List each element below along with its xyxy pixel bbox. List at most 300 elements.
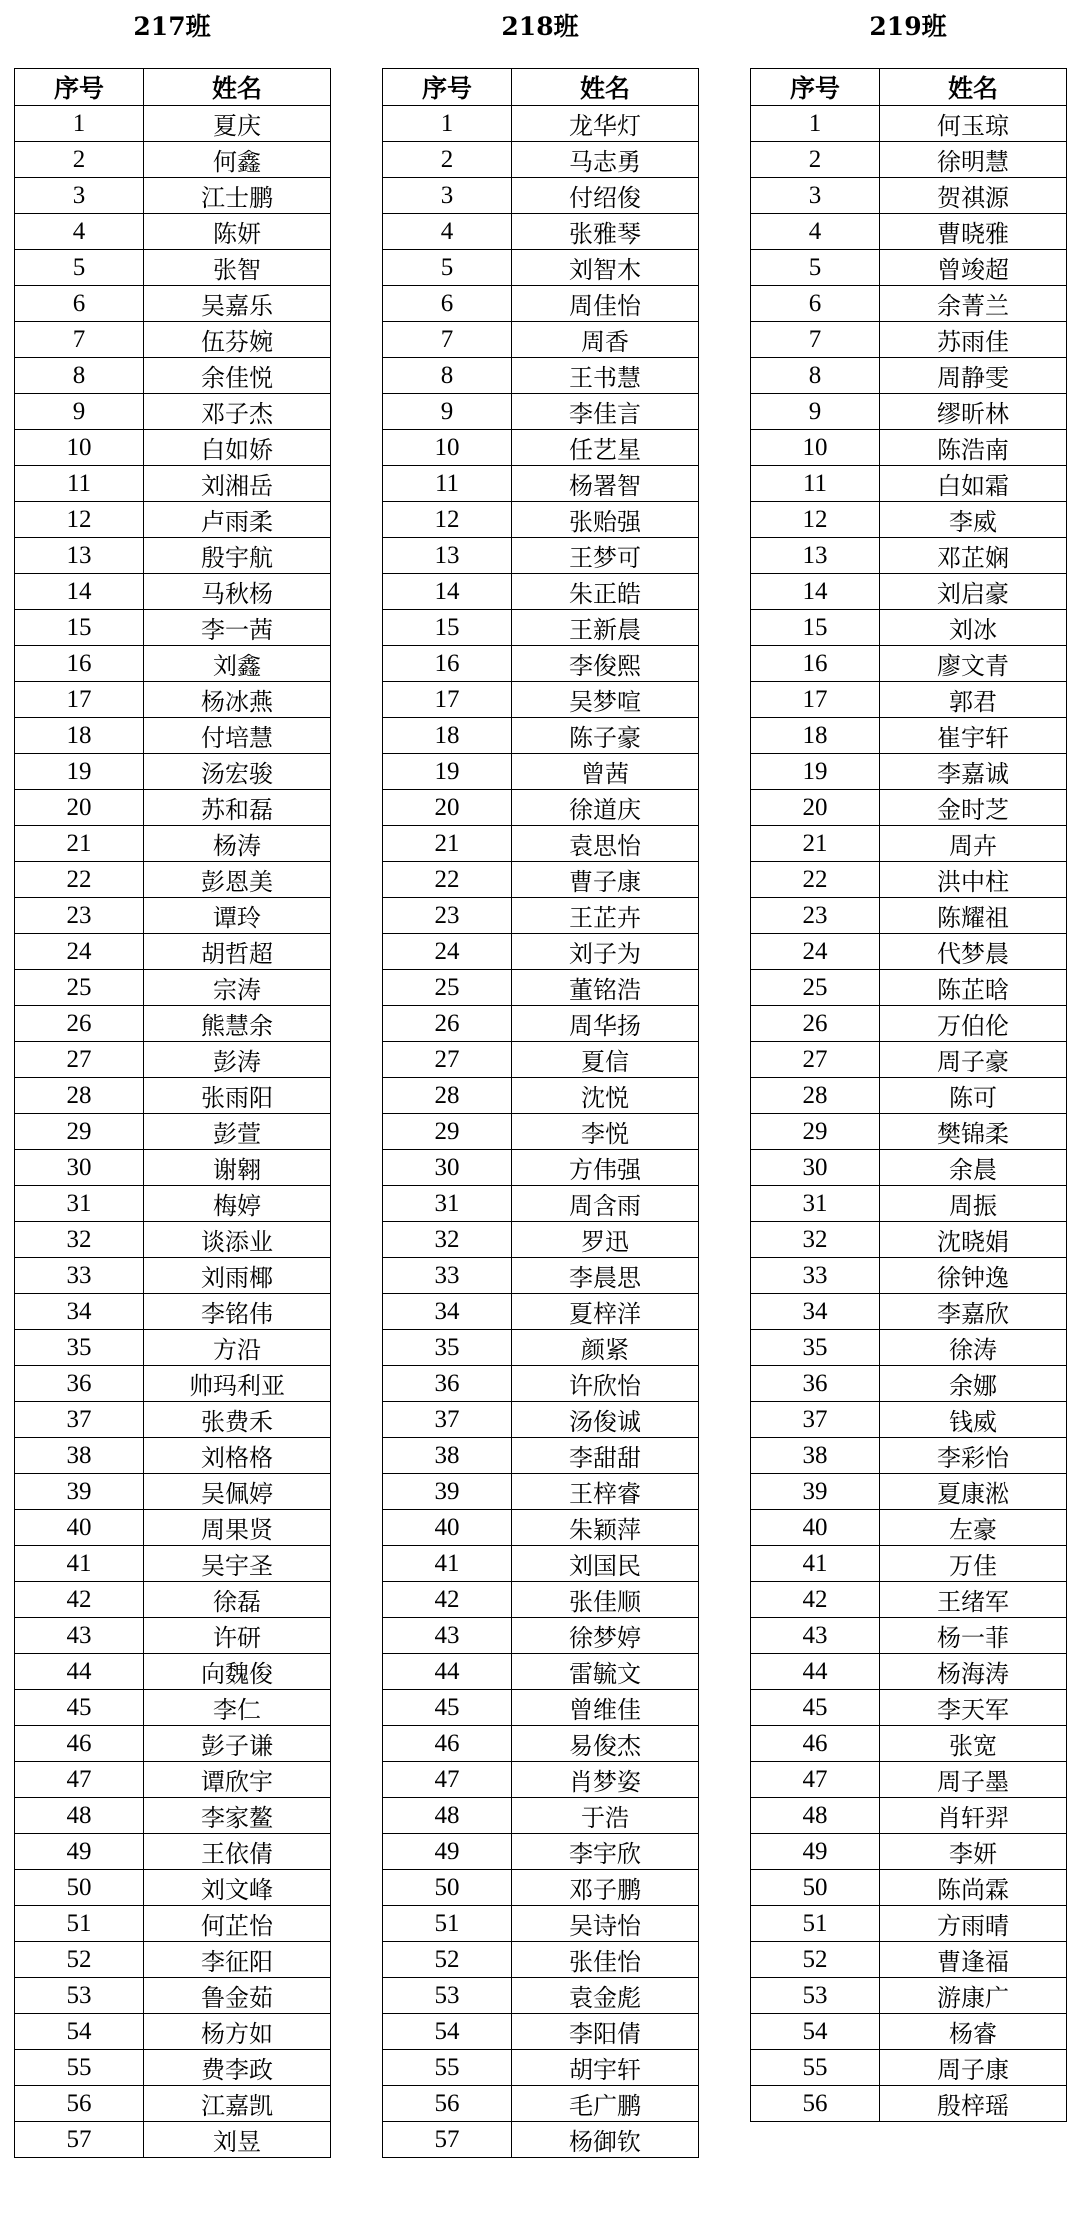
student-name-cell: 董铭浩 (512, 970, 699, 1006)
table-row (751, 1186, 1067, 1222)
table-row (383, 1474, 699, 1510)
table-row (383, 1366, 699, 1402)
table-row (751, 1798, 1067, 1834)
serial-number-cell: 44 (383, 1654, 512, 1690)
student-name-cell: 刘子为 (512, 934, 699, 970)
table-row (751, 1042, 1067, 1078)
student-name-cell: 彭萱 (144, 1114, 331, 1150)
student-name-cell: 谈添业 (144, 1222, 331, 1258)
table-row (15, 466, 331, 502)
student-name-cell: 汤宏骏 (144, 754, 331, 790)
table-header-row (15, 69, 331, 106)
header-serial-number: 序号 (15, 69, 144, 106)
serial-number-cell: 8 (751, 358, 880, 394)
serial-number-cell: 44 (751, 1654, 880, 1690)
table-row (751, 142, 1067, 178)
table-row (751, 1258, 1067, 1294)
serial-number-cell: 23 (751, 898, 880, 934)
table-row (383, 1546, 699, 1582)
student-name-cell: 何玉琼 (880, 106, 1067, 142)
student-name-cell: 李仁 (144, 1690, 331, 1726)
table-row (751, 1618, 1067, 1654)
class-roster-218 (382, 0, 699, 2158)
serial-number-cell: 34 (15, 1294, 144, 1330)
student-name-cell: 颜紧 (512, 1330, 699, 1366)
student-name-cell: 杨方如 (144, 2014, 331, 2050)
student-name-cell: 夏梓洋 (512, 1294, 699, 1330)
serial-number-cell: 9 (383, 394, 512, 430)
serial-number-cell: 7 (751, 322, 880, 358)
serial-number-cell: 30 (15, 1150, 144, 1186)
serial-number-cell: 31 (751, 1186, 880, 1222)
serial-number-cell: 39 (751, 1474, 880, 1510)
table-row (383, 2122, 699, 2158)
class-title: 218班 (501, 12, 579, 41)
student-name-cell: 周振 (880, 1186, 1067, 1222)
serial-number-cell: 32 (383, 1222, 512, 1258)
serial-number-cell: 10 (383, 430, 512, 466)
student-name-cell: 苏雨佳 (880, 322, 1067, 358)
serial-number-cell: 52 (751, 1942, 880, 1978)
student-name-cell: 殷宇航 (144, 538, 331, 574)
serial-number-cell: 40 (383, 1510, 512, 1546)
serial-number-cell: 28 (383, 1078, 512, 1114)
student-name-cell: 熊慧余 (144, 1006, 331, 1042)
student-name-cell: 吴嘉乐 (144, 286, 331, 322)
roster-table (750, 68, 1067, 2122)
table-row (751, 1474, 1067, 1510)
table-row (383, 1114, 699, 1150)
table-row (751, 2014, 1067, 2050)
serial-number-cell: 6 (383, 286, 512, 322)
serial-number-cell: 41 (15, 1546, 144, 1582)
table-row (383, 178, 699, 214)
serial-number-cell: 4 (751, 214, 880, 250)
student-name-cell: 樊锦柔 (880, 1114, 1067, 1150)
student-name-cell: 许研 (144, 1618, 331, 1654)
serial-number-cell: 5 (383, 250, 512, 286)
table-row (751, 934, 1067, 970)
student-name-cell: 梅婷 (144, 1186, 331, 1222)
student-name-cell: 李悦 (512, 1114, 699, 1150)
table-row (383, 862, 699, 898)
student-name-cell: 周华扬 (512, 1006, 699, 1042)
table-row (383, 970, 699, 1006)
student-name-cell: 沈悦 (512, 1078, 699, 1114)
student-name-cell: 刘文峰 (144, 1870, 331, 1906)
serial-number-cell: 56 (15, 2086, 144, 2122)
serial-number-cell: 11 (15, 466, 144, 502)
student-name-cell: 李家鳌 (144, 1798, 331, 1834)
student-name-cell: 陈耀祖 (880, 898, 1067, 934)
student-name-cell: 谢翱 (144, 1150, 331, 1186)
table-row (751, 754, 1067, 790)
table-row (15, 250, 331, 286)
student-name-cell: 徐磊 (144, 1582, 331, 1618)
table-row (751, 1762, 1067, 1798)
student-name-cell: 曹晓雅 (880, 214, 1067, 250)
student-name-cell: 余佳悦 (144, 358, 331, 394)
serial-number-cell: 24 (15, 934, 144, 970)
serial-number-cell: 48 (15, 1798, 144, 1834)
serial-number-cell: 7 (383, 322, 512, 358)
serial-number-cell: 25 (751, 970, 880, 1006)
serial-number-cell: 16 (751, 646, 880, 682)
student-name-cell: 张佳顺 (512, 1582, 699, 1618)
table-row (751, 718, 1067, 754)
table-row (383, 646, 699, 682)
serial-number-cell: 10 (15, 430, 144, 466)
student-name-cell: 李威 (880, 502, 1067, 538)
table-row (15, 862, 331, 898)
serial-number-cell: 48 (383, 1798, 512, 1834)
table-row (751, 1114, 1067, 1150)
table-row (15, 1294, 331, 1330)
student-name-cell: 王梦可 (512, 538, 699, 574)
student-name-cell: 肖轩羿 (880, 1798, 1067, 1834)
student-name-cell: 罗迅 (512, 1222, 699, 1258)
table-row (383, 1906, 699, 1942)
serial-number-cell: 24 (751, 934, 880, 970)
serial-number-cell: 41 (383, 1546, 512, 1582)
serial-number-cell: 2 (751, 142, 880, 178)
student-name-cell: 朱颖萍 (512, 1510, 699, 1546)
serial-number-cell: 46 (751, 1726, 880, 1762)
student-name-cell: 张佳怡 (512, 1942, 699, 1978)
table-row (751, 1510, 1067, 1546)
serial-number-cell: 23 (383, 898, 512, 934)
table-row (751, 1402, 1067, 1438)
table-row (751, 610, 1067, 646)
table-row (751, 1870, 1067, 1906)
student-name-cell: 张智 (144, 250, 331, 286)
student-name-cell: 周静雯 (880, 358, 1067, 394)
table-row (15, 754, 331, 790)
student-name-cell: 贺祺源 (880, 178, 1067, 214)
serial-number-cell: 42 (15, 1582, 144, 1618)
serial-number-cell: 22 (15, 862, 144, 898)
student-name-cell: 曾维佳 (512, 1690, 699, 1726)
serial-number-cell: 37 (15, 1402, 144, 1438)
student-name-cell: 向魏俊 (144, 1654, 331, 1690)
header-serial-number: 序号 (383, 69, 512, 106)
table-row (383, 1222, 699, 1258)
student-name-cell: 刘湘岳 (144, 466, 331, 502)
serial-number-cell: 15 (383, 610, 512, 646)
student-name-cell: 肖梦姿 (512, 1762, 699, 1798)
student-name-cell: 杨冰燕 (144, 682, 331, 718)
student-name-cell: 吴宇圣 (144, 1546, 331, 1582)
serial-number-cell: 33 (383, 1258, 512, 1294)
serial-number-cell: 3 (15, 178, 144, 214)
student-name-cell: 曾竣超 (880, 250, 1067, 286)
student-name-cell: 谭欣宇 (144, 1762, 331, 1798)
student-name-cell: 陈浩南 (880, 430, 1067, 466)
student-name-cell: 卢雨柔 (144, 502, 331, 538)
student-name-cell: 代梦晨 (880, 934, 1067, 970)
serial-number-cell: 29 (751, 1114, 880, 1150)
table-row (15, 1186, 331, 1222)
table-row (751, 1366, 1067, 1402)
student-name-cell: 雷毓文 (512, 1654, 699, 1690)
table-row (15, 898, 331, 934)
class-roster-217 (14, 0, 331, 2158)
table-row (15, 1366, 331, 1402)
serial-number-cell: 26 (383, 1006, 512, 1042)
student-name-cell: 汤俊诚 (512, 1402, 699, 1438)
table-row (15, 718, 331, 754)
serial-number-cell: 28 (751, 1078, 880, 1114)
table-row (15, 1726, 331, 1762)
serial-number-cell: 47 (751, 1762, 880, 1798)
serial-number-cell: 20 (383, 790, 512, 826)
table-row (383, 430, 699, 466)
serial-number-cell: 19 (751, 754, 880, 790)
table-row (751, 250, 1067, 286)
table-row (383, 574, 699, 610)
student-name-cell: 付培慧 (144, 718, 331, 754)
serial-number-cell: 28 (15, 1078, 144, 1114)
roster-table (382, 68, 699, 2158)
student-name-cell: 曹逢福 (880, 1942, 1067, 1978)
student-name-cell: 徐明慧 (880, 142, 1067, 178)
serial-number-cell: 14 (15, 574, 144, 610)
student-name-cell: 毛广鹏 (512, 2086, 699, 2122)
table-row (383, 1762, 699, 1798)
serial-number-cell: 38 (383, 1438, 512, 1474)
table-row (751, 682, 1067, 718)
table-row (751, 358, 1067, 394)
student-name-cell: 周香 (512, 322, 699, 358)
student-name-cell: 李俊熙 (512, 646, 699, 682)
table-row (383, 2014, 699, 2050)
serial-number-cell: 12 (383, 502, 512, 538)
serial-number-cell: 36 (383, 1366, 512, 1402)
student-name-cell: 于浩 (512, 1798, 699, 1834)
serial-number-cell: 43 (15, 1618, 144, 1654)
serial-number-cell: 54 (15, 2014, 144, 2050)
student-name-cell: 李征阳 (144, 1942, 331, 1978)
table-row (15, 394, 331, 430)
serial-number-cell: 40 (15, 1510, 144, 1546)
serial-number-cell: 41 (751, 1546, 880, 1582)
student-name-cell: 夏康淞 (880, 1474, 1067, 1510)
table-row (15, 1942, 331, 1978)
title-spacer (14, 54, 331, 68)
serial-number-cell: 15 (15, 610, 144, 646)
student-name-cell: 游康广 (880, 1978, 1067, 2014)
table-row (15, 358, 331, 394)
serial-number-cell: 53 (383, 1978, 512, 2014)
serial-number-cell: 51 (383, 1906, 512, 1942)
table-row (383, 1582, 699, 1618)
serial-number-cell: 50 (15, 1870, 144, 1906)
serial-number-cell: 50 (751, 1870, 880, 1906)
student-name-cell: 王梓睿 (512, 1474, 699, 1510)
table-row (383, 1006, 699, 1042)
serial-number-cell: 9 (751, 394, 880, 430)
header-name: 姓名 (512, 69, 699, 106)
student-name-cell: 张费禾 (144, 1402, 331, 1438)
serial-number-cell: 29 (15, 1114, 144, 1150)
serial-number-cell: 13 (15, 538, 144, 574)
class-roster-219 (750, 0, 1067, 2122)
serial-number-cell: 53 (751, 1978, 880, 2014)
student-name-cell: 方伟强 (512, 1150, 699, 1186)
table-row (15, 970, 331, 1006)
class-title: 219班 (869, 12, 947, 41)
table-row (15, 1978, 331, 2014)
table-row (15, 1330, 331, 1366)
student-name-cell: 左豪 (880, 1510, 1067, 1546)
student-name-cell: 刘智木 (512, 250, 699, 286)
serial-number-cell: 26 (751, 1006, 880, 1042)
table-row (15, 2014, 331, 2050)
serial-number-cell: 1 (751, 106, 880, 142)
student-name-cell: 夏庆 (144, 106, 331, 142)
student-name-cell: 徐道庆 (512, 790, 699, 826)
table-row (383, 214, 699, 250)
serial-number-cell: 55 (751, 2050, 880, 2086)
table-row (751, 430, 1067, 466)
student-name-cell: 刘启豪 (880, 574, 1067, 610)
serial-number-cell: 20 (15, 790, 144, 826)
table-row (383, 754, 699, 790)
student-name-cell: 陈子豪 (512, 718, 699, 754)
student-name-cell: 白如霜 (880, 466, 1067, 502)
student-name-cell: 伍芬婉 (144, 322, 331, 358)
serial-number-cell: 10 (751, 430, 880, 466)
table-row (751, 1294, 1067, 1330)
student-name-cell: 何芷怡 (144, 1906, 331, 1942)
student-name-cell: 邓芷娴 (880, 538, 1067, 574)
table-row (383, 322, 699, 358)
table-row (15, 2086, 331, 2122)
table-row (383, 1186, 699, 1222)
table-row (751, 1834, 1067, 1870)
student-name-cell: 徐梦婷 (512, 1618, 699, 1654)
student-name-cell: 马秋杨 (144, 574, 331, 610)
table-row (751, 862, 1067, 898)
student-name-cell: 周子康 (880, 2050, 1067, 2086)
serial-number-cell: 35 (15, 1330, 144, 1366)
table-row (383, 2050, 699, 2086)
table-row (383, 538, 699, 574)
table-row (15, 1870, 331, 1906)
serial-number-cell: 32 (15, 1222, 144, 1258)
student-name-cell: 陈可 (880, 1078, 1067, 1114)
table-row (15, 538, 331, 574)
serial-number-cell: 11 (383, 466, 512, 502)
table-row (751, 1654, 1067, 1690)
serial-number-cell: 36 (15, 1366, 144, 1402)
student-name-cell: 李佳言 (512, 394, 699, 430)
serial-number-cell: 53 (15, 1978, 144, 2014)
serial-number-cell: 27 (15, 1042, 144, 1078)
serial-number-cell: 17 (751, 682, 880, 718)
serial-number-cell: 52 (383, 1942, 512, 1978)
serial-number-cell: 39 (383, 1474, 512, 1510)
table-row (751, 1906, 1067, 1942)
table-row (383, 466, 699, 502)
table-row (751, 1078, 1067, 1114)
serial-number-cell: 7 (15, 322, 144, 358)
table-row (15, 1474, 331, 1510)
table-row (751, 646, 1067, 682)
student-name-cell: 陈尚霖 (880, 1870, 1067, 1906)
table-row (15, 1618, 331, 1654)
serial-number-cell: 18 (383, 718, 512, 754)
serial-number-cell: 49 (383, 1834, 512, 1870)
student-name-cell: 胡宇轩 (512, 2050, 699, 2086)
student-name-cell: 张雨阳 (144, 1078, 331, 1114)
serial-number-cell: 16 (383, 646, 512, 682)
serial-number-cell: 21 (383, 826, 512, 862)
serial-number-cell: 3 (751, 178, 880, 214)
student-name-cell: 洪中柱 (880, 862, 1067, 898)
student-name-cell: 张宽 (880, 1726, 1067, 1762)
serial-number-cell: 42 (383, 1582, 512, 1618)
student-name-cell: 吴佩婷 (144, 1474, 331, 1510)
student-name-cell: 江嘉凯 (144, 2086, 331, 2122)
serial-number-cell: 31 (383, 1186, 512, 1222)
student-name-cell: 杨睿 (880, 2014, 1067, 2050)
table-row (751, 538, 1067, 574)
student-name-cell: 周子豪 (880, 1042, 1067, 1078)
student-name-cell: 周果贤 (144, 1510, 331, 1546)
student-name-cell: 李甜甜 (512, 1438, 699, 1474)
table-row (751, 1942, 1067, 1978)
table-row (383, 1510, 699, 1546)
table-row (383, 106, 699, 142)
serial-number-cell: 13 (383, 538, 512, 574)
serial-number-cell: 43 (751, 1618, 880, 1654)
student-name-cell: 刘格格 (144, 1438, 331, 1474)
serial-number-cell: 38 (15, 1438, 144, 1474)
table-row (15, 214, 331, 250)
table-row (383, 1942, 699, 1978)
serial-number-cell: 14 (751, 574, 880, 610)
table-row (751, 970, 1067, 1006)
table-row (15, 1546, 331, 1582)
serial-number-cell: 34 (751, 1294, 880, 1330)
serial-number-cell: 49 (751, 1834, 880, 1870)
serial-number-cell: 37 (383, 1402, 512, 1438)
student-name-cell: 方雨晴 (880, 1906, 1067, 1942)
student-name-cell: 金时芝 (880, 790, 1067, 826)
student-name-cell: 杨御钦 (512, 2122, 699, 2158)
table-row (15, 1402, 331, 1438)
student-name-cell: 刘冰 (880, 610, 1067, 646)
table-row (15, 1078, 331, 1114)
table-row (383, 250, 699, 286)
student-name-cell: 付绍俊 (512, 178, 699, 214)
table-row (751, 394, 1067, 430)
table-row (751, 106, 1067, 142)
table-row (15, 1150, 331, 1186)
table-row (383, 934, 699, 970)
table-row (383, 1726, 699, 1762)
student-name-cell: 曹子康 (512, 862, 699, 898)
table-row (15, 1114, 331, 1150)
table-row (15, 790, 331, 826)
student-name-cell: 缪昕林 (880, 394, 1067, 430)
table-row (751, 1978, 1067, 2014)
student-name-cell: 陈妍 (144, 214, 331, 250)
serial-number-cell: 38 (751, 1438, 880, 1474)
student-name-cell: 苏和磊 (144, 790, 331, 826)
student-name-cell: 王新晨 (512, 610, 699, 646)
